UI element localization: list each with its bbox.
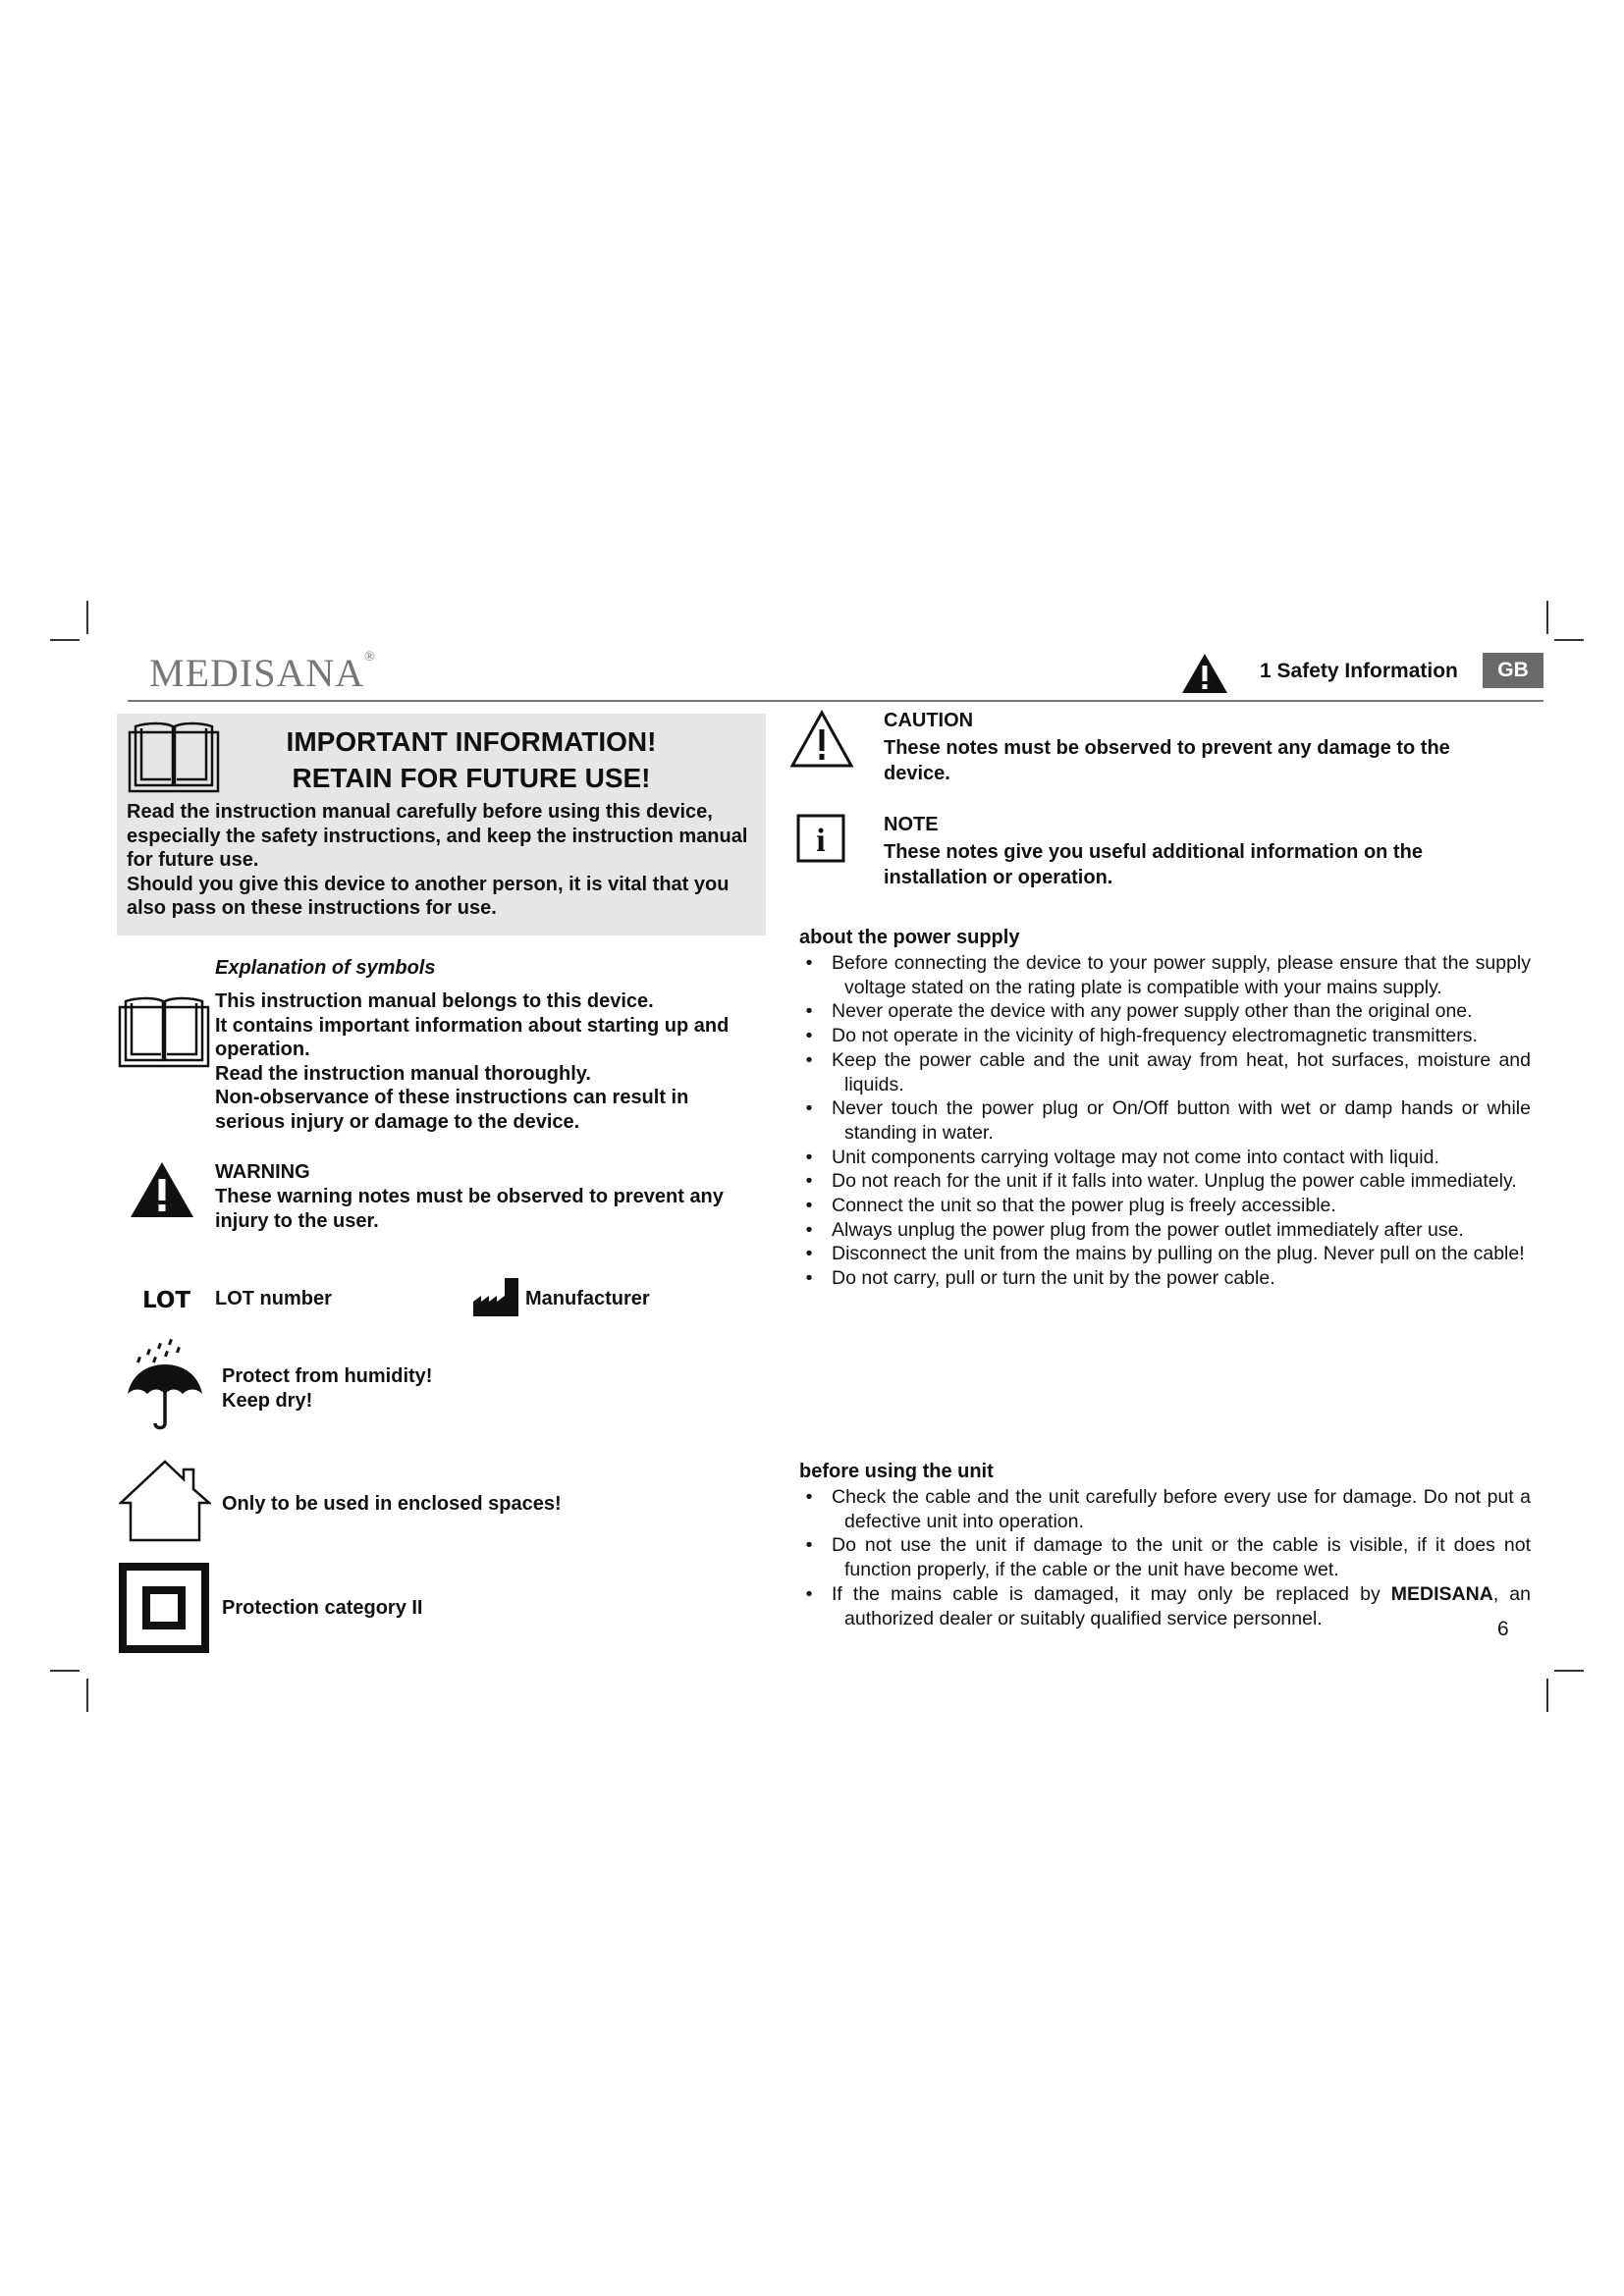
language-badge: GB [1483, 653, 1543, 688]
section-title: 1 Safety Information [1260, 660, 1458, 682]
list-item: • Do not carry, pull or turn the unit by the power cable. [805, 1267, 1275, 1290]
manual-line-1: This instruction manual belongs to this device. [215, 990, 654, 1012]
header-warning-icon [1181, 653, 1228, 694]
important-title [196, 723, 746, 796]
important-paragraph-2: Should you give this device to another person, it is vital that you also pass on these instructions for use. [127, 873, 730, 919]
before-use-heading: before using the unit [799, 1461, 994, 1482]
humidity-line-1: Protect from humidity! [222, 1365, 433, 1387]
manufacturer-icon [471, 1276, 520, 1317]
caution-icon [789, 710, 854, 769]
crop-mark-bottom-right-h [1554, 1670, 1584, 1672]
list-item: • Do not operate in the vicinity of high-frequency electromagnetic transmitters. [805, 1025, 1478, 1047]
list-item: • Do not reach for the unit if it falls into water. Unplug the power cable immediately. [805, 1170, 1517, 1193]
manual-line-3: Read the instruction manual thoroughly. [215, 1062, 591, 1085]
brand-logo: MEDISANA® [149, 650, 376, 695]
list-item: • Before connecting the device to your power supply, please ensure that the supply voltage stated on the rating plate is compatible with your mains supply. [805, 952, 1531, 998]
manual-symbol-text [215, 989, 750, 1134]
caution-text: These notes must be observed to prevent any damage to the device. [884, 737, 1450, 784]
warning-title: WARNING [215, 1161, 310, 1183]
list-item: • Disconnect the unit from the mains by pulling on the plug. Never pull on the cable! [805, 1243, 1525, 1265]
list-item: • Do not use the unit if damage to the unit or the cable is visible, if it does not function properly, if the cable or the unit have become wet. [805, 1534, 1531, 1581]
crop-mark-top-right-h [1554, 639, 1584, 641]
svg-text:i: i [816, 823, 826, 859]
symbols-heading: Explanation of symbols [215, 957, 436, 979]
important-paragraph-1: Read the instruction manual carefully before using this device, especially the safety instructions, and keep the instruction manual for future use. [127, 801, 748, 871]
crop-mark-top-right-v [1546, 601, 1548, 634]
crop-mark-top-left-v [86, 601, 88, 634]
crop-mark-bottom-left-v [86, 1679, 88, 1712]
house-icon [119, 1460, 211, 1542]
enclosed-spaces-text: Only to be used in enclosed spaces! [222, 1493, 562, 1515]
crop-mark-bottom-left-h [50, 1670, 80, 1672]
power-supply-heading: about the power supply [799, 927, 1020, 948]
humidity-line-2: Keep dry! [222, 1390, 313, 1412]
list-item: • Never operate the device with any power supply other than the original one. [805, 1000, 1473, 1023]
crop-mark-bottom-right-v [1546, 1679, 1548, 1712]
brand-name: MEDISANA [1390, 1582, 1493, 1605]
list-item: • Check the cable and the unit carefully before every use for damage. Do not put a defective unit into operation. [805, 1486, 1531, 1532]
before-use-list [799, 1485, 1531, 1630]
info-icon [796, 814, 845, 863]
manual-line-4: Non-observance of these instructions can result in serious injury or damage to the device. [215, 1087, 689, 1133]
protection-text: Protection category II [222, 1597, 423, 1619]
warning-text: These warning notes must be observed to prevent any injury to the user. [215, 1186, 724, 1232]
lot-label: LOT [142, 1288, 191, 1313]
important-title-line1: IMPORTANT INFORMATION! [286, 726, 657, 757]
header-divider [128, 700, 1543, 702]
list-item: • Connect the unit so that the power plug is freely accessible. [805, 1195, 1336, 1217]
humidity-text [222, 1364, 432, 1414]
page-number: 6 [1497, 1618, 1509, 1640]
list-item: • Never touch the power plug or On/Off button with wet or damp hands or while standing in water. [805, 1097, 1531, 1144]
crop-mark-top-left-h [50, 639, 80, 641]
protection-class-icon [119, 1563, 209, 1653]
manual-line-2: It contains important information about starting up and operation. [215, 1014, 730, 1060]
list-item: • Always unplug the power plug from the power outlet immediately after use. [805, 1218, 1464, 1241]
manual-symbol-icon [116, 991, 212, 1070]
caution-title: CAUTION [884, 710, 974, 731]
note-text: These notes give you useful additional information on the installation or operation. [884, 841, 1423, 888]
warning-icon [130, 1161, 194, 1218]
list-item: • Keep the power cable and the unit away from heat, hot surfaces, moisture and liquids. [805, 1048, 1531, 1095]
power-supply-list [799, 951, 1531, 1291]
lot-text: LOT number [215, 1288, 332, 1309]
manufacturer-text: Manufacturer [525, 1288, 650, 1309]
note-title: NOTE [884, 814, 939, 835]
umbrella-icon [126, 1339, 204, 1431]
list-item: • If the mains cable is damaged, it may only be replaced by MEDISANA, an authorized dealer or suitably qualified service personnel. [805, 1582, 1531, 1629]
important-title-line2: RETAIN FOR FUTURE USE! [292, 763, 651, 793]
important-text [127, 800, 760, 921]
list-item: • Unit components carrying voltage may not come into contact with liquid. [805, 1146, 1439, 1168]
